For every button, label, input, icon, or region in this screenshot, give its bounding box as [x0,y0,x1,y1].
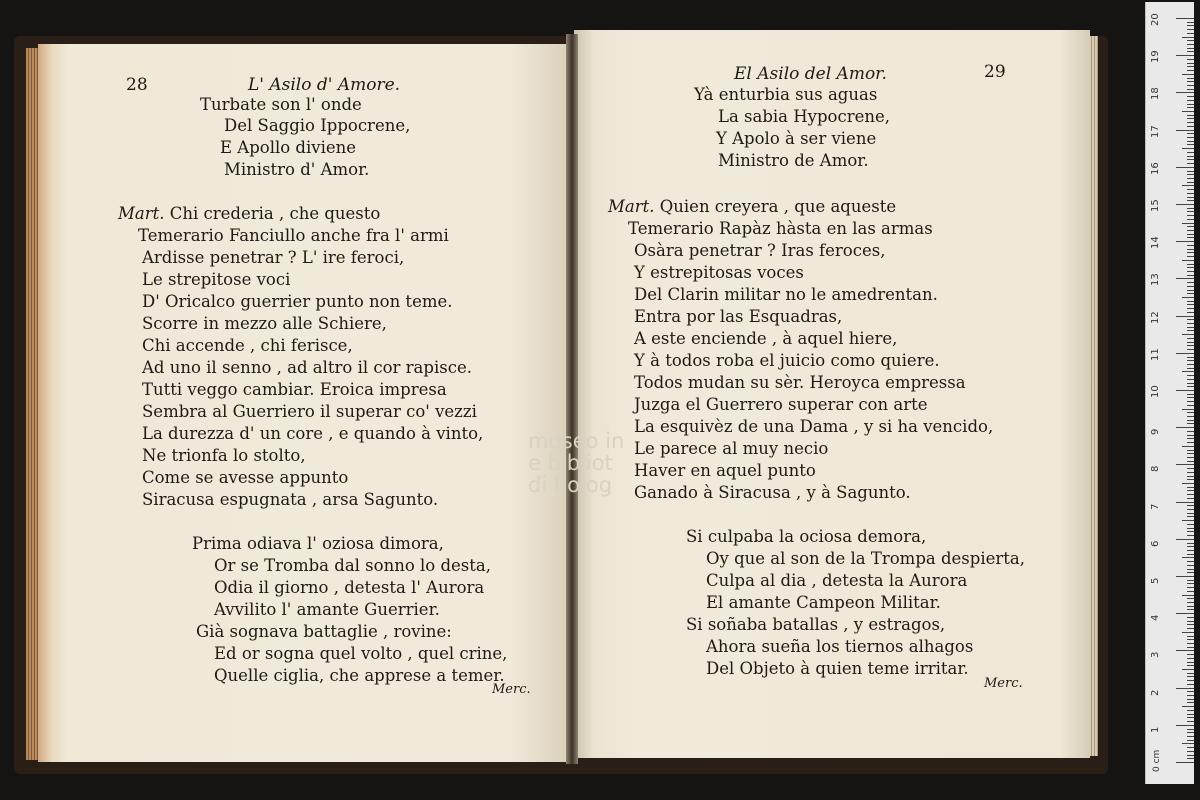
ruler-tick [1187,468,1194,469]
ruler-tick [1187,420,1194,421]
ruler-number: 14 [1150,236,1161,250]
ruler-tick [1176,241,1194,242]
verse-line: Temerario Rapàz hàsta en las armas [628,219,933,238]
ruler-tick [1176,55,1194,56]
ruler-tick [1187,22,1194,23]
verse-line: Ministro de Amor. [718,151,869,170]
verse-line: Siracusa espugnata , arsa Sagunto. [142,490,439,509]
ruler-tick [1187,51,1194,52]
verse-line: Oy que al son de la Trompa despierta, [706,549,1025,568]
ruler-tick [1187,546,1194,547]
ruler-tick [1187,695,1194,696]
ruler-tick [1187,211,1194,212]
verse-line: La durezza d' un core , e quando à vinto, [142,424,484,443]
ruler-tick [1187,141,1194,142]
ruler-tick [1187,286,1194,287]
ruler-tick [1182,297,1194,298]
ruler-number: 13 [1150,273,1161,287]
ruler-tick [1187,710,1194,711]
ruler-tick [1187,81,1194,82]
ruler-tick [1187,364,1194,365]
ruler-tick [1187,29,1194,30]
ruler-tick [1187,702,1194,703]
ruler-tick [1187,126,1194,127]
verse-line: Or se Tromba dal sonno lo desta, [214,556,491,575]
ruler-tick [1187,301,1194,302]
verse-line: Ministro d' Amor. [224,160,370,179]
ruler-tick [1187,513,1194,514]
ruler-tick [1176,762,1194,763]
ruler-tick [1187,40,1194,41]
ruler-tick [1187,104,1194,105]
verse-line: Prima odiava l' oziosa dimora, [192,534,444,553]
ruler-tick [1187,78,1194,79]
verse-line: Osàra penetrar ? Iras feroces, [634,241,886,260]
ruler-number: 8 [1150,466,1161,473]
ruler-number: 12 [1150,310,1161,324]
ruler-tick [1176,725,1194,726]
verse-line: Ganado à Siracusa , y à Sagunto. [634,483,911,502]
ruler-tick [1187,323,1194,324]
ruler-tick [1187,516,1194,517]
verse-line: Temerario Fanciullo anche fra l' armi [138,226,449,245]
ruler-number: 17 [1150,124,1161,138]
ruler-tick [1187,230,1194,231]
verse-line: La sabia Hypocrene, [718,107,891,126]
ruler-tick [1187,729,1194,730]
verse-line: Del Objeto à quien teme irritar. [706,659,969,678]
ruler-tick [1187,405,1194,406]
page-number: 28 [126,75,148,95]
ruler-tick [1187,271,1194,272]
ruler-number: 9 [1150,428,1161,436]
ruler-tick [1187,535,1194,536]
verse-line: Turbate son l' onde [200,95,362,114]
ruler-tick [1187,249,1194,250]
ruler-tick [1187,349,1194,350]
ruler-tick [1176,427,1194,428]
ruler-tick [1187,264,1194,265]
verse-line: Le strepitose voci [142,270,291,289]
ruler-tick [1176,92,1194,93]
ruler-tick [1187,565,1194,566]
ruler-tick [1187,189,1194,190]
ruler-tick [1182,74,1194,75]
verse-line: Entra por las Esquadras, [634,307,843,326]
ruler-tick [1187,394,1194,395]
ruler-tick [1187,182,1194,183]
verse-line: Scorre in mezzo alle Schiere, [142,314,387,333]
verse-line: Haver en aquel punto [634,461,816,480]
ruler-tick [1176,613,1194,614]
ruler-tick [1187,383,1194,384]
verse-line: Yà enturbia sus aguas [694,85,878,104]
verse-line: A este enciende , à aquel hiere, [634,329,898,348]
ruler-tick [1187,621,1194,622]
ruler-tick [1187,368,1194,369]
ruler-tick [1187,290,1194,291]
ruler-tick [1187,583,1194,584]
ruler-tick [1187,569,1194,570]
catchword: Merc. [492,682,531,697]
ruler-tick [1187,133,1194,134]
ruler-tick [1187,282,1194,283]
running-head: L' Asilo d' Amore. [248,75,401,95]
verse-line: Quelle ciglia, che apprese a temer. [214,666,505,685]
ruler-tick [1187,691,1194,692]
ruler-tick [1187,375,1194,376]
ruler-tick [1187,245,1194,246]
verse-line: Mart. Quien creyera , que aqueste [608,197,897,216]
ruler-tick [1182,185,1194,186]
verse-line: Y Apolo à ser viene [716,129,877,148]
ruler-tick [1176,130,1194,131]
ruler-tick [1182,632,1194,633]
ruler-tick [1187,178,1194,179]
ruler-tick [1187,431,1194,432]
ruler-tick [1187,450,1194,451]
ruler-tick [1187,591,1194,592]
ruler-tick [1187,360,1194,361]
verse-line: Y à todos roba el juicio como quiere. [634,351,940,370]
ruler-tick [1187,96,1194,97]
ruler-tick [1182,595,1194,596]
ruler-tick [1187,498,1194,499]
ruler-tick [1187,572,1194,573]
ruler-tick [1187,115,1194,116]
ruler-tick [1187,144,1194,145]
ruler-tick [1187,397,1194,398]
verse-line: Avvilito l' amante Guerrier. [214,600,440,619]
page-number: 29 [984,62,1006,82]
ruler-tick [1187,587,1194,588]
verse-line: Già sognava battaglie , rovine: [196,622,452,641]
verse-line: Si soñaba batallas , y estragos, [686,615,946,634]
ruler-tick [1187,524,1194,525]
catchword: Merc. [984,676,1023,691]
ruler-tick [1187,717,1194,718]
ruler-tick [1187,643,1194,644]
ruler-tick [1176,390,1194,391]
ruler-tick [1187,550,1194,551]
ruler-tick [1187,755,1194,756]
ruler-tick [1187,676,1194,677]
ruler-tick [1187,226,1194,227]
ruler-tick [1176,688,1194,689]
ruler-tick [1187,252,1194,253]
ruler-tick [1187,234,1194,235]
ruler-tick [1187,662,1194,663]
ruler-tick [1187,107,1194,108]
verse-line: Mart. Chi crederia , che questo [118,204,381,223]
ruler-tick [1187,193,1194,194]
ruler-tick [1187,639,1194,640]
ruler-tick [1182,111,1194,112]
ruler-tick [1187,472,1194,473]
verse-line: Juzga el Guerrero superar con arte [634,395,928,414]
ruler-tick [1187,416,1194,417]
ruler-tick [1187,673,1194,674]
verse-line: Ardisse penetrar ? L' ire feroci, [142,248,405,267]
ruler-tick [1187,379,1194,380]
ruler-tick [1176,316,1194,317]
ruler-tick [1187,327,1194,328]
watermark-line: museo in [528,429,625,453]
verse-line: La esquivèz de una Dama , y si ha vencido, [634,417,994,436]
watermark-line: e bibliot [528,451,613,475]
ruler-tick [1176,18,1194,19]
ruler-tick [1187,598,1194,599]
verse-line: Come se avesse appunto [142,468,349,487]
ruler-tick [1176,464,1194,465]
ruler-tick [1187,48,1194,49]
ruler-tick [1187,267,1194,268]
book-gutter [566,34,578,764]
ruler-tick [1187,505,1194,506]
ruler-tick [1182,409,1194,410]
ruler-tick [1182,37,1194,38]
ruler-tick [1176,278,1194,279]
ruler-tick [1187,137,1194,138]
ruler-tick [1187,699,1194,700]
ruler-tick [1187,461,1194,462]
ruler-number: 5 [1150,577,1161,584]
ruler-tick [1187,490,1194,491]
verse-line: Le parece al muy necio [634,439,829,458]
ruler-tick [1187,543,1194,544]
ruler-tick [1187,602,1194,603]
ruler-tick [1187,122,1194,123]
ruler-tick [1187,435,1194,436]
ruler-tick [1187,237,1194,238]
ruler-number: 1 [1150,726,1161,733]
ruler-unit-label: 0 cm [1152,749,1162,772]
ruler-tick [1187,487,1194,488]
ruler-tick [1182,148,1194,149]
ruler-tick [1187,152,1194,153]
measurement-ruler [1145,2,1194,784]
ruler-tick [1187,200,1194,201]
ruler-tick [1187,617,1194,618]
ruler-tick [1182,743,1194,744]
ruler-tick [1187,476,1194,477]
ruler-tick [1187,118,1194,119]
ruler-tick [1176,539,1194,540]
ruler-tick [1187,275,1194,276]
ruler-tick [1187,174,1194,175]
ruler-tick [1182,371,1194,372]
ruler-tick [1187,312,1194,313]
left-page [38,44,572,762]
ruler-tick [1176,353,1194,354]
ruler-tick [1187,319,1194,320]
ruler-tick [1187,423,1194,424]
ruler-tick [1187,345,1194,346]
ruler-tick [1187,338,1194,339]
ruler-tick [1187,159,1194,160]
ruler-tick [1187,219,1194,220]
ruler-number: 2 [1150,689,1161,696]
verse-line: Ahora sueña los tiernos alhagos [706,637,974,656]
ruler-tick [1187,256,1194,257]
ruler-tick [1187,412,1194,413]
ruler-tick [1187,636,1194,637]
ruler-tick [1187,554,1194,555]
verse-line: Del Clarin militar no le amedrentan. [634,285,938,304]
ruler-tick [1176,502,1194,503]
ruler-tick [1187,330,1194,331]
ruler-tick [1187,751,1194,752]
ruler-tick [1187,357,1194,358]
ruler-tick [1182,520,1194,521]
ruler-tick [1187,531,1194,532]
ruler-number: 4 [1150,614,1161,622]
ruler-tick [1187,171,1194,172]
ruler-tick [1187,654,1194,655]
ruler-tick [1187,721,1194,722]
verse-line: Ad uno il senno , ad altro il cor rapisce. [142,358,472,377]
ruler-tick [1176,204,1194,205]
ruler-tick [1182,334,1194,335]
running-head: El Asilo del Amor. [734,64,887,84]
ruler-tick [1187,528,1194,529]
ruler-number: 18 [1150,87,1161,101]
ruler-tick [1182,260,1194,261]
verse-line: El amante Campeon Militar. [706,593,941,612]
ruler-tick [1182,223,1194,224]
ruler-tick [1187,197,1194,198]
ruler-tick [1187,453,1194,454]
ruler-number: 6 [1150,540,1161,547]
ruler-number: 19 [1150,50,1161,64]
ruler-tick [1187,658,1194,659]
ruler-tick [1187,156,1194,157]
watermark-line: di bolog [528,473,613,497]
ruler-number: 11 [1150,348,1161,361]
ruler-tick [1176,576,1194,577]
ruler-number: 16 [1150,162,1161,175]
ruler-tick [1187,628,1194,629]
verse-line: Todos mudan su sèr. Heroyca empressa [634,373,966,392]
ruler-number: 20 [1150,13,1161,26]
ruler-tick [1187,624,1194,625]
verse-line: Y estrepitosas voces [634,263,804,282]
ruler-tick [1182,669,1194,670]
verse-line: Ed or sogna quel volto , quel crine, [214,644,508,663]
ruler-tick [1187,63,1194,64]
ruler-tick [1187,606,1194,607]
verse-line: Sembra al Guerriero il superar co' vezzi [142,402,477,421]
ruler-tick [1182,557,1194,558]
ruler-tick [1187,100,1194,101]
verse-line: Chi accende , chi ferisce, [142,336,353,355]
verse-line: Del Saggio Ippocrene, [224,116,411,135]
ruler-tick [1187,304,1194,305]
ruler-tick [1187,293,1194,294]
ruler-tick [1187,44,1194,45]
ruler-tick [1187,647,1194,648]
ruler-tick [1187,386,1194,387]
ruler-tick [1187,208,1194,209]
ruler-tick [1187,457,1194,458]
ruler-number: 15 [1150,199,1161,212]
ruler-number: 3 [1150,652,1161,659]
verse-line: Culpa al dia , detesta la Aurora [706,571,968,590]
ruler-tick [1187,308,1194,309]
ruler-tick [1187,85,1194,86]
ruler-tick [1187,740,1194,741]
ruler-tick [1187,25,1194,26]
ruler-tick [1187,438,1194,439]
ruler-tick [1176,167,1194,168]
ruler-tick [1187,665,1194,666]
ruler-tick [1187,479,1194,480]
verse-line: Ne trionfa lo stolto, [142,446,306,465]
ruler-tick [1182,706,1194,707]
ruler-number: 7 [1150,503,1161,510]
ruler-tick [1187,609,1194,610]
ruler-tick [1182,446,1194,447]
ruler-tick [1187,89,1194,90]
ruler-tick [1182,483,1194,484]
ruler-tick [1176,650,1194,651]
ruler-tick [1187,401,1194,402]
verse-line: E Apollo diviene [220,138,357,157]
right-page [574,30,1090,758]
watermark [528,430,688,496]
ruler-tick [1187,736,1194,737]
ruler-tick [1187,714,1194,715]
ruler-tick [1187,684,1194,685]
ruler-tick [1187,680,1194,681]
ruler-tick [1187,561,1194,562]
ruler-tick [1187,163,1194,164]
verse-line: Odia il giorno , detesta l' Aurora [214,578,485,597]
ruler-tick [1187,70,1194,71]
verse-line: D' Oricalco guerrier punto non teme. [142,292,453,311]
ruler-number: 10 [1150,385,1161,398]
ruler-tick [1187,732,1194,733]
ruler-tick [1187,215,1194,216]
ruler-tick [1187,494,1194,495]
ruler-tick [1187,66,1194,67]
verse-line: Tutti veggo cambiar. Eroica impresa [142,380,447,399]
ruler-tick [1187,342,1194,343]
ruler-tick [1187,747,1194,748]
ruler-tick [1187,509,1194,510]
ruler-tick [1187,59,1194,60]
ruler-tick [1187,580,1194,581]
verse-line: Si culpaba la ociosa demora, [686,527,927,546]
ruler-tick [1187,758,1194,759]
ruler-tick [1187,33,1194,34]
ruler-tick [1187,442,1194,443]
